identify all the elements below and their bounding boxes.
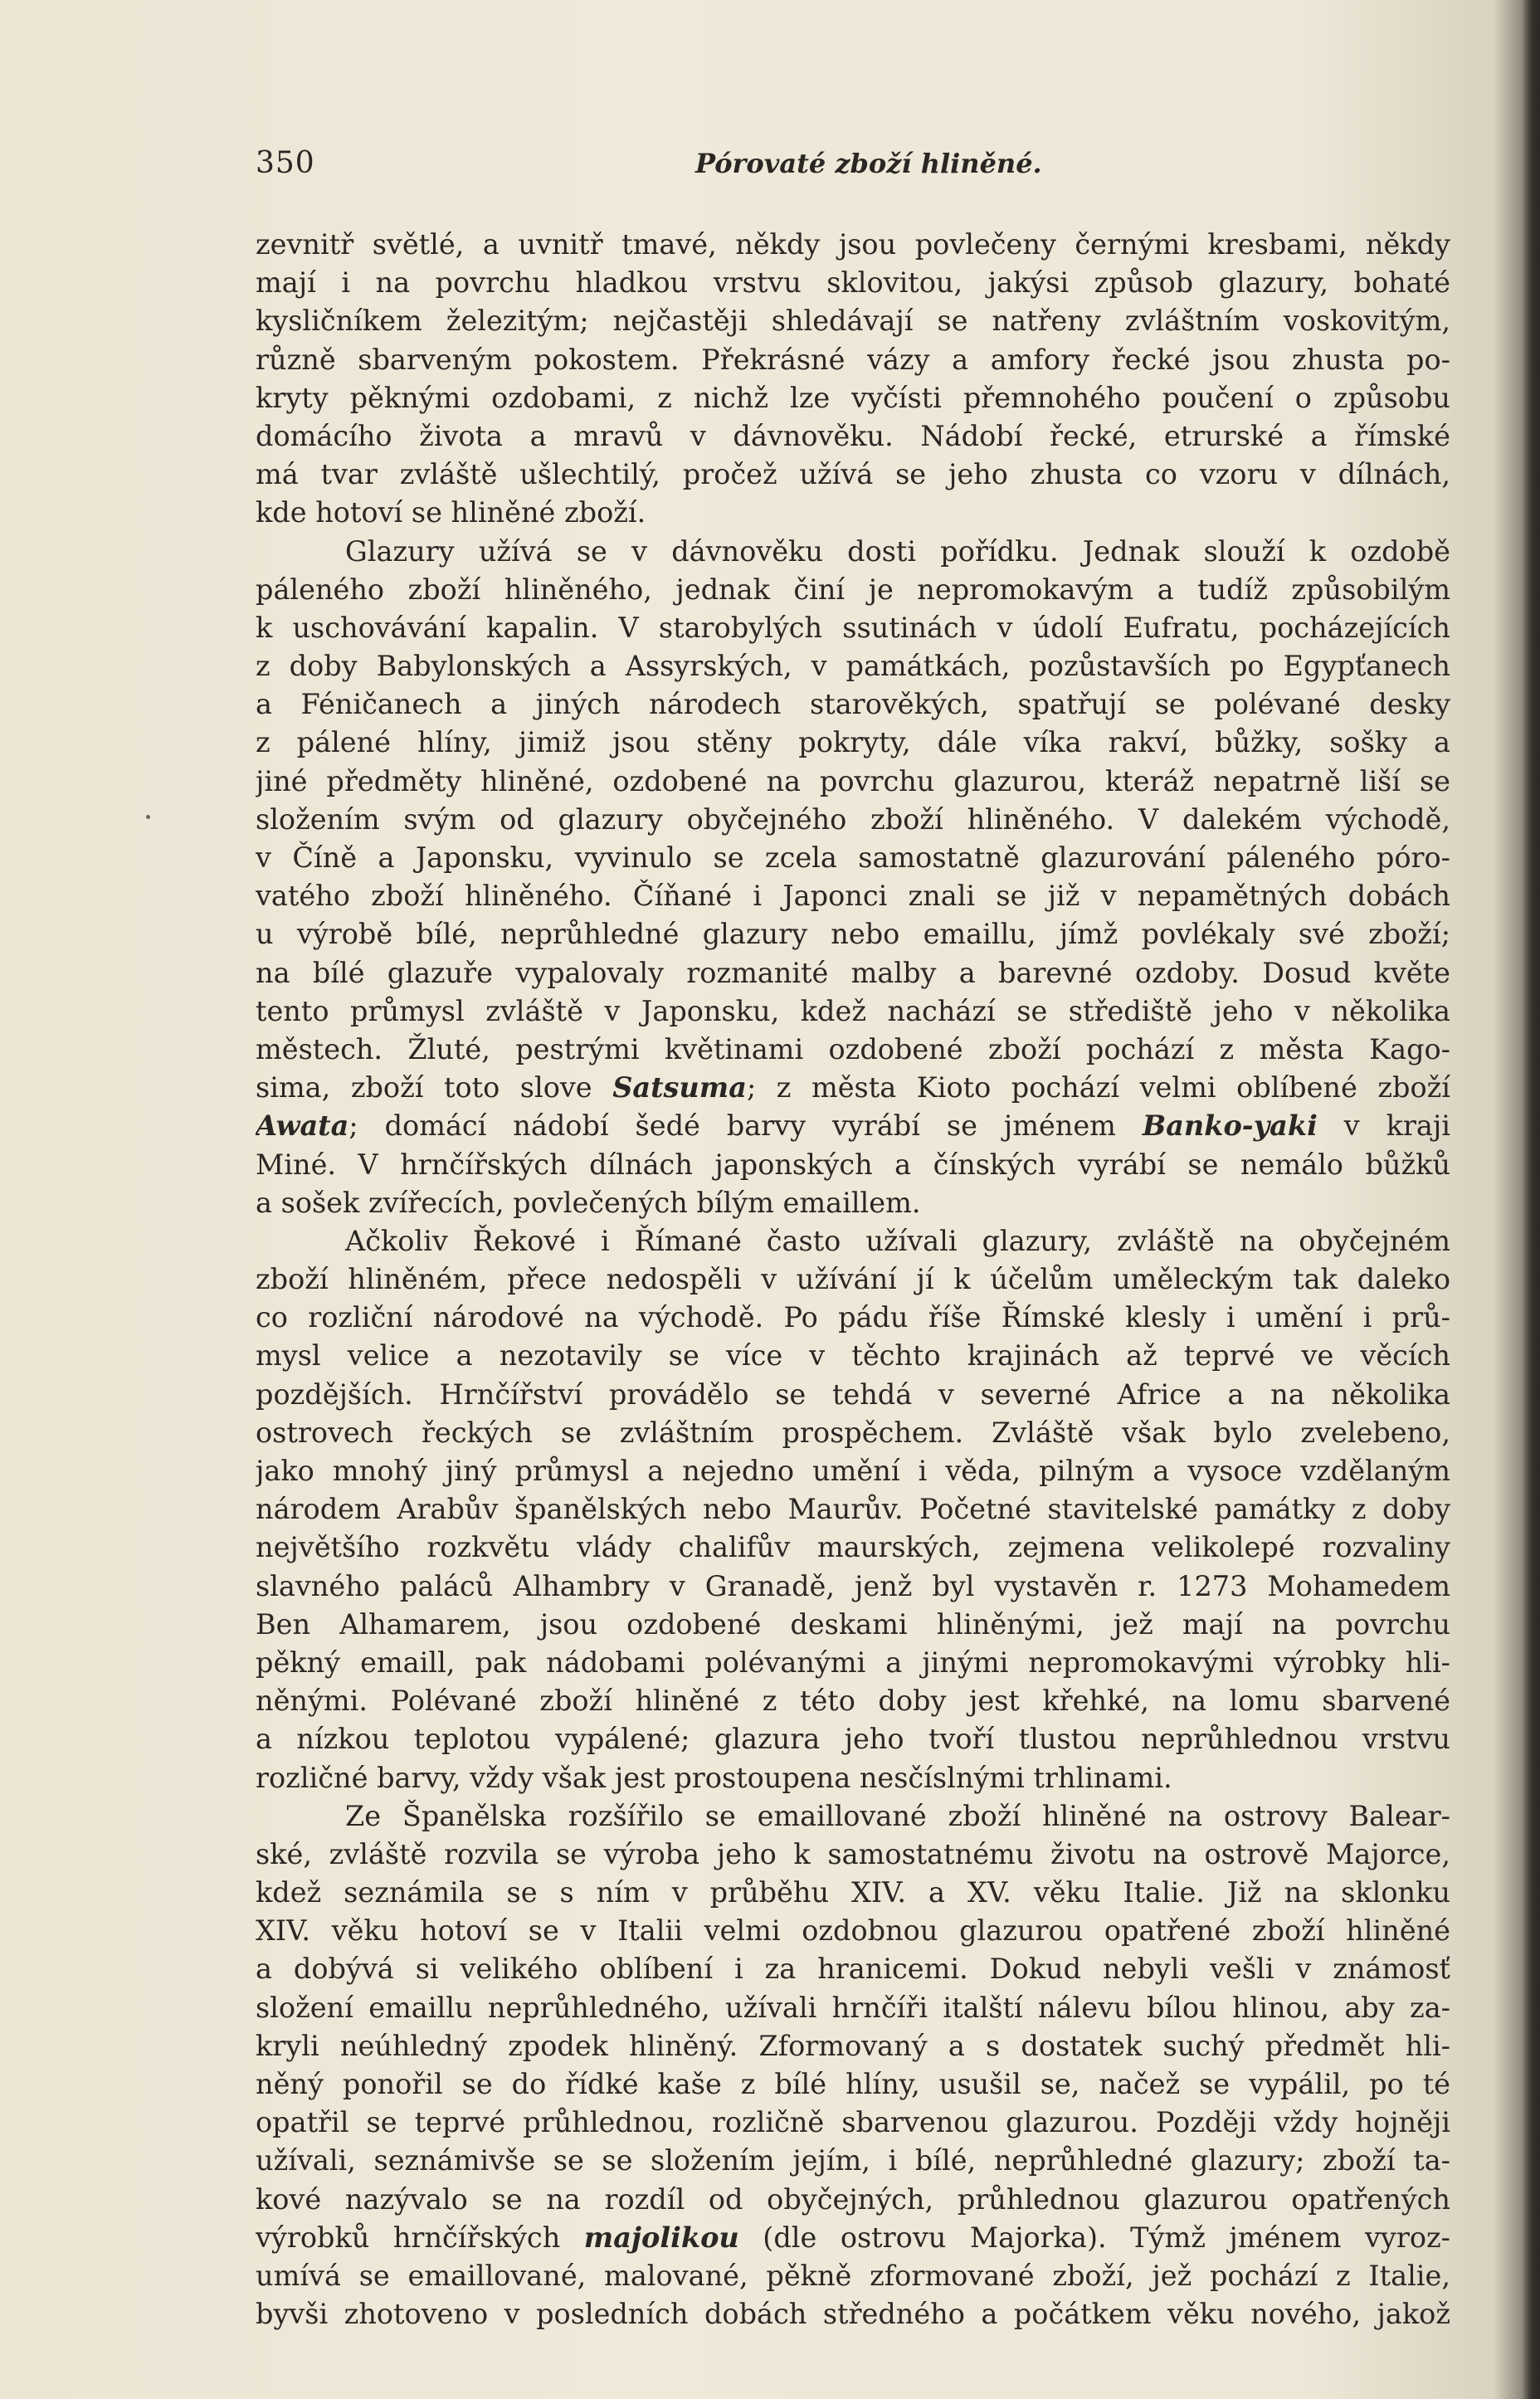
text-line <box>256 954 1450 992</box>
text-segment: národem Arabův španělských nebo Maurův. Početné stavitelské památky z doby <box>256 1493 1450 1526</box>
text-segment: ; z města Kioto pochází velmi oblíbené zboží <box>746 1071 1450 1104</box>
text-line <box>256 1107 1450 1145</box>
text-line <box>256 1146 1450 1184</box>
text-line <box>256 226 1450 264</box>
text-segment: Ben Alhamarem, jsou ozdobené deskami hliněnými, jež mají na povrchu <box>256 1607 1450 1641</box>
italic-term: Banko-yaki <box>1142 1109 1318 1143</box>
text-line <box>256 685 1450 724</box>
text-segment: z pálené hlíny, jimiž jsou stěny pokryty, dále víka rakví, bůžky, sošky a <box>256 726 1450 759</box>
text-segment: kryli neúhledný zpodek hliněný. Zformovaný a s dostatek suchý předmět hli- <box>256 2029 1450 2062</box>
text-segment: mají i na povrchu hladkou vrstvu sklovitou, jakýsi způsob glazury, bohaté <box>256 266 1450 300</box>
text-line <box>256 571 1450 609</box>
text-line <box>256 1414 1450 1452</box>
text-segment: a nízkou teplotou vypálené; glazura jeho tvoří tlustou neprůhlednou vrstvu <box>256 1723 1450 1756</box>
text-segment: užívali, seznámivše se se složením jejím, i bílé, neprůhledné glazury; zboží ta- <box>256 2144 1450 2177</box>
text-segment: zevnitř světlé, a uvnitř tmavé, někdy jsou povlečeny černými kresbami, někdy <box>256 228 1450 261</box>
text-line <box>256 1260 1450 1299</box>
text-segment: něnými. Polévané zboží hliněné z této doby jest křehké, na lomu sbarvené <box>256 1685 1450 1718</box>
text-segment: výrobků hrnčířských <box>256 2221 584 2254</box>
text-line <box>256 1606 1450 1644</box>
text-line <box>256 1950 1450 1988</box>
text-line <box>256 456 1450 494</box>
text-line <box>256 801 1450 839</box>
text-segment: má tvar zvláště ušlechtilý, pročež užívá se jeho zhusta co vzoru v dílnách, <box>256 458 1450 491</box>
text-segment: co rozliční národové na východě. Po pádu říše Římské klesly i umění i prů- <box>256 1301 1450 1334</box>
text-line <box>256 1568 1450 1606</box>
text-segment: složením svým od glazury obyčejného zboží hliněného. V dalekém východě, <box>256 802 1450 836</box>
italic-term: Awata <box>256 1109 349 1143</box>
text-line <box>256 341 1450 379</box>
text-line <box>256 1836 1450 1874</box>
text-line <box>256 1452 1450 1490</box>
text-line <box>256 915 1450 953</box>
text-line <box>256 379 1450 417</box>
text-segment: kysličníkem železitým; nejčastěji shledávají se natřeny zvláštním voskovitým, <box>256 305 1450 338</box>
text-line <box>256 1222 1450 1260</box>
text-line <box>256 2027 1450 2065</box>
text-line <box>256 1720 1450 1758</box>
text-segment: něný ponořil se do řídké kaše z bílé hlíny, usušil se, načež se vypálil, po té <box>256 2068 1450 2100</box>
body-text <box>256 226 1450 2333</box>
text-segment: sima, zboží toto slove <box>256 1071 613 1104</box>
text-line <box>256 1299 1450 1337</box>
text-line <box>256 1184 1450 1222</box>
text-segment: Glazury užívá se v dávnověku dosti pořídku. Jednak slouží k ozdobě <box>345 534 1450 568</box>
text-line <box>256 302 1450 340</box>
text-line <box>256 1376 1450 1414</box>
text-line <box>256 647 1450 685</box>
text-segment: mysl velice a nezotavily se více v těchto krajinách až teprvé ve věcích <box>256 1339 1450 1373</box>
text-segment: ské, zvláště rozvila se výroba jeho k samostatnému životu na ostrově Majorce, <box>256 1837 1450 1870</box>
text-segment: Ze Španělska rozšířilo se emaillované zboží hliněné na ostrovy Balear- <box>345 1799 1450 1832</box>
text-segment: (dle ostrovu Majorka). Týmž jménem vyroz- <box>738 2221 1450 2254</box>
text-line <box>256 877 1450 915</box>
italic-term: Satsuma <box>612 1071 747 1104</box>
text-line <box>256 1490 1450 1529</box>
text-segment: k uschovávání kapalin. V starobylých ssutinách v údolí Eufratu, pocházejících <box>256 611 1450 644</box>
text-line <box>256 264 1450 302</box>
text-segment: městech. Žluté, pestrými květinami ozdobené zboží pochází z města Kago- <box>256 1032 1450 1065</box>
text-segment: pěkný emaill, pak nádobami polévanými a jinými nepromokavými výrobky hli- <box>256 1646 1450 1679</box>
book-gutter-shadow <box>1522 0 1540 2399</box>
running-head: Pórovaté zboží hliněné. <box>695 148 1042 179</box>
text-segment: páleného zboží hliněného, jednak činí je nepromokavým a tudíž způsobilým <box>256 573 1450 606</box>
text-line <box>256 1759 1450 1797</box>
text-line <box>256 992 1450 1031</box>
text-line <box>256 2065 1450 2104</box>
text-segment: různě sbarveným pokostem. Překrásné vázy a amfory řecké jsou zhusta po- <box>256 343 1450 376</box>
text-segment: slavného paláců Alhambry v Granadě, jenž byl vystavěn r. 1273 Mohamedem <box>256 1569 1450 1602</box>
text-segment: největšího rozkvětu vlády chalifův maurských, zejmena velikolepé rozvaliny <box>256 1531 1450 1564</box>
page-header <box>256 146 1450 188</box>
text-segment: a dobývá si velikého oblíbení i za hranicemi. Dokud nebyli vešli v známosť <box>256 1953 1450 1986</box>
text-segment: složení emaillu neprůhledného, užívali hrnčíři italští nálevu bílou hlinou, aby za- <box>256 1991 1450 2024</box>
text-line <box>256 1529 1450 1567</box>
text-segment: kde hotoví se hliněné zboží. <box>256 496 646 529</box>
text-line <box>256 1874 1450 1912</box>
text-line <box>256 1682 1450 1720</box>
text-segment: tento průmysl zvláště v Japonsku, kdež nachází se střediště jeho v několika <box>256 994 1450 1027</box>
text-line <box>256 1912 1450 1950</box>
text-segment: ostrovech řeckých se zvláštním prospěchem. Zvláště však bylo zvelebeno, <box>256 1416 1450 1449</box>
text-segment: u výrobě bílé, neprůhledné glazury nebo emaillu, jímž povlékaly své zboží; <box>256 918 1450 951</box>
text-line <box>256 2257 1450 2295</box>
text-line <box>256 2295 1450 2333</box>
text-segment: pozdějších. Hrnčířství provádělo se tehdá v severné Africe a na několika <box>256 1377 1450 1411</box>
text-line <box>256 1031 1450 1069</box>
text-segment: vatého zboží hliněného. Číňané i Japonci znali se již v nepamětných dobách <box>256 880 1450 913</box>
text-segment: jako mnohý jiný průmysl a nejedno umění i věda, pilným a vysoce vzdělaným <box>256 1455 1450 1487</box>
text-line <box>256 533 1450 571</box>
text-line <box>256 2142 1450 2180</box>
text-segment: byvši zhotoveno v posledních dobách středného a počátkem věku nového, jakož <box>256 2298 1450 2331</box>
text-line <box>256 1069 1450 1107</box>
text-segment: zboží hliněném, přece nedospěli v užívání jí k účelům uměleckým tak daleko <box>256 1263 1450 1296</box>
text-line <box>256 609 1450 647</box>
page-number: 350 <box>256 146 315 180</box>
text-segment: v kraji <box>1317 1109 1450 1143</box>
text-segment: opatřil se teprvé průhlednou, rozličně sbarvenou glazurou. Později vždy hojněji <box>256 2106 1450 2139</box>
text-segment: kryty pěknými ozdobami, z nichž lze vyčísti přemnohého poučení o způsobu <box>256 381 1450 414</box>
text-segment: a sošek zvířecích, povlečených bílým emaillem. <box>256 1186 921 1219</box>
text-segment: umívá se emaillované, malované, pěkně zformované zboží, jež pochází z Italie, <box>256 2259 1450 2292</box>
text-line <box>256 1797 1450 1836</box>
text-segment: na bílé glazuře vypalovaly rozmanité malby a barevné ozdoby. Dosud květe <box>256 956 1450 989</box>
text-segment: kdež seznámila se s ním v průběhu XIV. a XV. věku Italie. Již na sklonku <box>256 1876 1450 1909</box>
text-line <box>256 494 1450 532</box>
text-line <box>256 1989 1450 2027</box>
text-segment: z doby Babylonských a Assyrských, v památkách, pozůstavších po Egypťanech <box>256 650 1450 683</box>
text-segment: v Číně a Japonsku, vyvinulo se zcela samostatně glazurování páleného póro- <box>256 841 1450 874</box>
italic-term: majolikou <box>583 2221 739 2254</box>
text-line <box>256 2104 1450 2142</box>
text-segment: domácího života a mravů v dávnověku. Nádobí řecké, etrurské a římské <box>256 419 1450 452</box>
text-line <box>256 1337 1450 1375</box>
text-line <box>256 2181 1450 2219</box>
text-line <box>256 1644 1450 1682</box>
text-segment: ; domácí nádobí šedé barvy vyrábí se jménem <box>348 1109 1143 1143</box>
stray-ink-dot <box>146 815 150 819</box>
text-segment: rozličné barvy, vždy však jest prostoupena nesčíslnými trhlinami. <box>256 1761 1172 1794</box>
text-line <box>256 724 1450 762</box>
text-segment: Miné. V hrnčířských dílnách japonských a čínských vyrábí se nemálo bůžků <box>256 1148 1450 1181</box>
text-segment: kové nazývalo se na rozdíl od obyčejných, průhlednou glazurou opatřených <box>256 2182 1450 2216</box>
text-segment: jiné předměty hliněné, ozdobené na povrchu glazurou, kteráž nepatrně liší se <box>256 764 1450 797</box>
text-line <box>256 839 1450 877</box>
text-line <box>256 417 1450 456</box>
text-segment: a Féničanech a jiných národech starověkých, spatřují se polévané desky <box>256 688 1450 721</box>
text-line <box>256 2219 1450 2257</box>
text-segment: XIV. věku hotoví se v Italii velmi ozdobnou glazurou opatřené zboží hliněné <box>256 1914 1450 1948</box>
text-segment: Ačkoliv Řekové i Římané často užívali glazury, zvláště na obyčejném <box>345 1224 1450 1257</box>
text-line <box>256 763 1450 801</box>
